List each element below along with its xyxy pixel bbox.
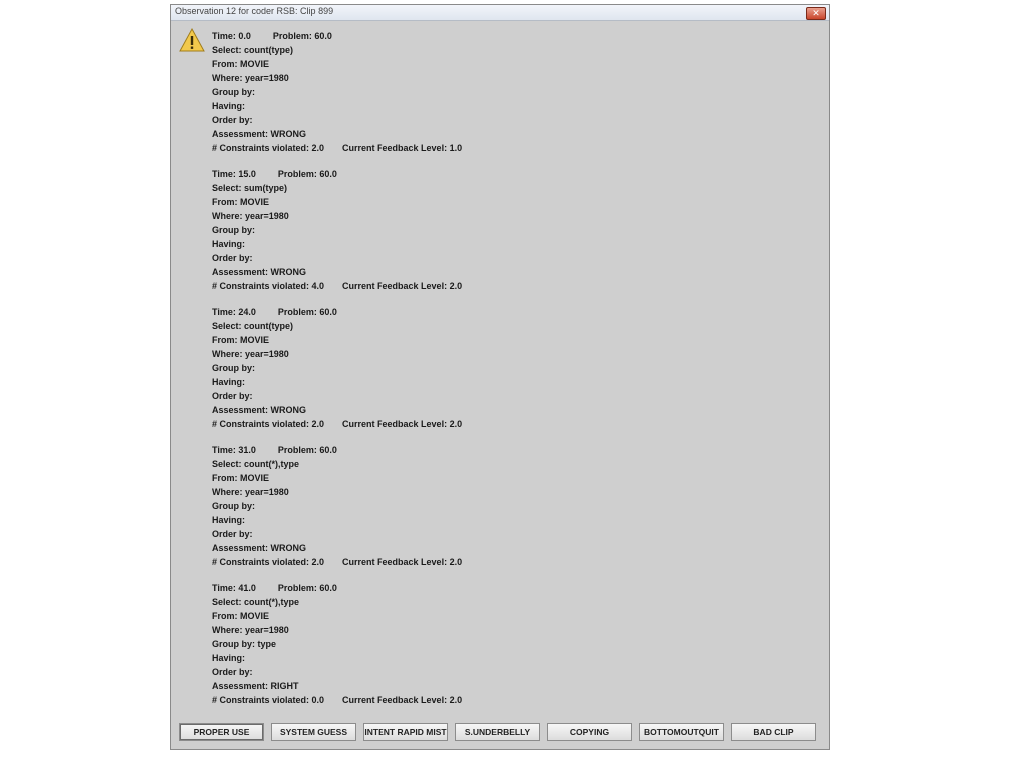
feedback-level: Current Feedback Level: 2.0 [342, 557, 463, 567]
group-by-line: Group by: type [212, 639, 277, 649]
problem-value: Problem: 60.0 [277, 169, 337, 179]
group-by-line: Group by: [212, 87, 255, 97]
time-problem-line [212, 305, 812, 319]
log-record [212, 305, 812, 431]
order-by-line: Order by: [212, 253, 253, 263]
constraints-violated: # Constraints violated: 0.0 [212, 695, 325, 705]
time-problem-line [212, 581, 812, 595]
constraints-feedback-line [212, 693, 812, 707]
order-by-line: Order by: [212, 529, 253, 539]
observation-log [212, 29, 812, 719]
group-by-line: Group by: [212, 363, 255, 373]
order-by-line: Order by: [212, 667, 253, 677]
select-line: Select: count(type) [212, 321, 294, 331]
constraints-violated: # Constraints violated: 2.0 [212, 143, 325, 153]
window-title: Observation 12 for coder RSB: Clip 899 [175, 6, 334, 16]
log-record [212, 443, 812, 569]
code-button-copying[interactable]: COPYING [547, 723, 632, 741]
time-value: Time: 15.0 [212, 169, 256, 179]
having-line: Having: [212, 239, 246, 249]
assessment-line: Assessment: RIGHT [212, 681, 299, 691]
select-line: Select: count(type) [212, 45, 294, 55]
select-line: Select: count(*),type [212, 459, 300, 469]
time-problem-line [212, 167, 812, 181]
from-line: From: MOVIE [212, 611, 270, 621]
constraints-feedback-line [212, 141, 812, 155]
log-record [212, 581, 812, 707]
from-line: From: MOVIE [212, 335, 270, 345]
select-line: Select: sum(type) [212, 183, 288, 193]
code-button-bad-clip[interactable]: BAD CLIP [731, 723, 816, 741]
close-icon: ✕ [812, 8, 820, 18]
from-line: From: MOVIE [212, 473, 270, 483]
constraints-violated: # Constraints violated: 4.0 [212, 281, 325, 291]
constraints-violated: # Constraints violated: 2.0 [212, 419, 325, 429]
observation-dialog [170, 4, 830, 750]
group-by-line: Group by: [212, 225, 255, 235]
feedback-level: Current Feedback Level: 2.0 [342, 695, 463, 705]
from-line: From: MOVIE [212, 59, 270, 69]
feedback-level: Current Feedback Level: 1.0 [342, 143, 463, 153]
where-line: Where: year=1980 [212, 625, 289, 635]
having-line: Having: [212, 377, 246, 387]
time-problem-line [212, 443, 812, 457]
constraints-violated: # Constraints violated: 2.0 [212, 557, 325, 567]
feedback-level: Current Feedback Level: 2.0 [342, 281, 463, 291]
assessment-line: Assessment: WRONG [212, 129, 307, 139]
time-value: Time: 31.0 [212, 445, 256, 455]
code-button-proper-use[interactable]: PROPER USE [179, 723, 264, 741]
problem-value: Problem: 60.0 [277, 583, 337, 593]
constraints-feedback-line [212, 279, 812, 293]
from-line: From: MOVIE [212, 197, 270, 207]
order-by-line: Order by: [212, 391, 253, 401]
constraints-feedback-line [212, 417, 812, 431]
warning-icon [179, 27, 205, 53]
code-button-intent-rapid-mist[interactable]: INTENT RAPID MIST [363, 723, 448, 741]
assessment-line: Assessment: WRONG [212, 405, 307, 415]
having-line: Having: [212, 653, 246, 663]
code-button-bottomoutquit[interactable]: BOTTOMOUTQUIT [639, 723, 724, 741]
time-value: Time: 24.0 [212, 307, 256, 317]
assessment-line: Assessment: WRONG [212, 267, 307, 277]
problem-value: Problem: 60.0 [277, 307, 337, 317]
close-button[interactable] [806, 7, 826, 20]
where-line: Where: year=1980 [212, 73, 289, 83]
problem-value: Problem: 60.0 [272, 31, 332, 41]
where-line: Where: year=1980 [212, 349, 289, 359]
group-by-line: Group by: [212, 501, 255, 511]
feedback-level: Current Feedback Level: 2.0 [342, 419, 463, 429]
code-button-s-underbelly[interactable]: S.UNDERBELLY [455, 723, 540, 741]
having-line: Having: [212, 101, 246, 111]
problem-value: Problem: 60.0 [277, 445, 337, 455]
time-value: Time: 41.0 [212, 583, 256, 593]
log-record [212, 29, 812, 155]
time-problem-line [212, 29, 812, 43]
select-line: Select: count(*),type [212, 597, 300, 607]
log-record [212, 167, 812, 293]
constraints-feedback-line [212, 555, 812, 569]
where-line: Where: year=1980 [212, 211, 289, 221]
code-button-system-guess[interactable]: SYSTEM GUESS [271, 723, 356, 741]
title-bar[interactable] [171, 5, 829, 21]
where-line: Where: year=1980 [212, 487, 289, 497]
having-line: Having: [212, 515, 246, 525]
order-by-line: Order by: [212, 115, 253, 125]
time-value: Time: 0.0 [212, 31, 251, 41]
assessment-line: Assessment: WRONG [212, 543, 307, 553]
